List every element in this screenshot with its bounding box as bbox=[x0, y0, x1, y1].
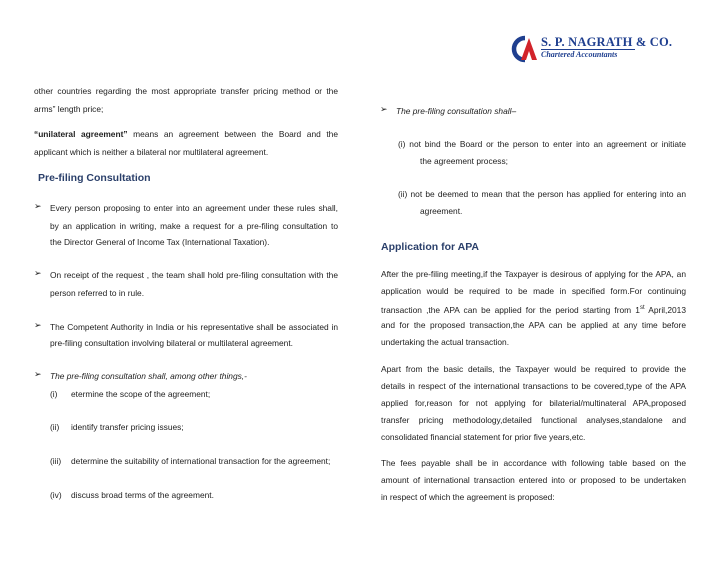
left-para2-line2: applicant which is neither a bilateral nor multilateral agreement. bbox=[34, 147, 269, 157]
right-para1-line1: After the pre-filing meeting,if the Taxpayer is desirous of applying for the APA, an bbox=[381, 269, 686, 279]
heading-application-for-apa: Application for APA bbox=[381, 241, 479, 253]
right-para2-line1: Apart from the basic details, the Taxpayer would be required to provide the bbox=[381, 364, 686, 374]
left-bullet1-line3: the Director General of Income Tax (International Taxation). bbox=[50, 237, 270, 247]
right-sub2-line2: agreement. bbox=[420, 206, 463, 216]
right-para1-line5: undertaking the actual transaction. bbox=[381, 337, 510, 347]
list-item-text: determine the suitability of international transaction for the agreement; bbox=[71, 456, 331, 466]
right-para1-line4: and for the proposed transaction,the APA can be applied at any time before bbox=[381, 320, 686, 330]
right-sub1-line1: (i) not bind the Board or the person to enter into an agreement or initiate bbox=[398, 139, 686, 149]
right-para1-line2: application would be required to be made in specified form.For continuing bbox=[381, 286, 686, 296]
left-para2-line1 bbox=[34, 128, 338, 140]
left-para1-line1: other countries regarding the most appropriate transfer pricing method or the bbox=[34, 86, 338, 96]
list-item-text: etermine the scope of the agreement; bbox=[71, 389, 211, 399]
left-bullet2-line2: person referred to in rule. bbox=[50, 288, 145, 298]
bullet-arrow-icon: ➢ bbox=[380, 104, 388, 114]
list-item-text: discuss broad terms of the agreement. bbox=[71, 490, 214, 500]
firm-subtitle: Chartered Accountants bbox=[541, 50, 618, 59]
right-para2-line3: applied for,reason for not applying for bilaterial/multinateral APA,proposed bbox=[381, 398, 686, 408]
right-para2-line4: transfer pricing methodology,detailed functional analyses,standalone and bbox=[381, 415, 686, 425]
right-para3-line2: amount of international transaction entered into or proposed to be undertaken bbox=[381, 475, 686, 485]
right-bullet-line: The pre-filing consultation shall– bbox=[396, 106, 517, 116]
firm-logo-mark-icon bbox=[507, 34, 539, 64]
bullet-arrow-icon: ➢ bbox=[34, 369, 42, 379]
left-bullet3-line2: pre-filing consultation involving bilateral or multilateral agreement. bbox=[50, 338, 293, 348]
right-para2-line5: consolidated financial statement for prior five years,etc. bbox=[381, 432, 586, 442]
bullet-arrow-icon: ➢ bbox=[34, 201, 42, 211]
firm-name: S. P. NAGRATH & CO. bbox=[541, 35, 673, 49]
left-para1-line2: arms” length price; bbox=[34, 104, 104, 114]
right-para1-line3-a: transaction ,the APA can be applied for the period starting from 1 bbox=[381, 304, 640, 315]
right-para1-line3 bbox=[381, 302, 686, 316]
left-para2-line1-rest: means an agreement between the Board and the bbox=[127, 129, 338, 139]
right-para2-line2: details in respect of the international transactions to be covered,type of the APA bbox=[381, 381, 686, 391]
defined-term: “unilateral agreement” bbox=[34, 129, 128, 139]
list-item-text: identify transfer pricing issues; bbox=[71, 422, 184, 432]
right-para3-line1: The fees payable shall be in accordance with following table based on the bbox=[381, 458, 686, 468]
right-sub2-line1: (ii) not be deemed to mean that the person has applied for entering into an bbox=[398, 189, 686, 199]
right-sub1-line2: the agreement process; bbox=[420, 156, 508, 166]
right-para3-line3: in respect of which the agreement is proposed: bbox=[381, 492, 555, 502]
left-bullet1-line2: by an application in writing, make a request for a pre-filing consultation to bbox=[50, 221, 338, 231]
left-bullet4-line1: The pre-filing consultation shall, among other things,- bbox=[50, 371, 247, 381]
ordinal-suffix: st bbox=[639, 305, 645, 311]
list-item-num: (iii) bbox=[50, 456, 62, 466]
right-para1-line3-b: April,2013 bbox=[644, 304, 687, 315]
left-bullet3-line1: The Competent Authority in India or his representative shall be associated in bbox=[50, 322, 338, 332]
left-bullet1-line1: Every person proposing to enter into an agreement under these rules shall, bbox=[50, 203, 338, 213]
list-item-num: (iv) bbox=[50, 490, 62, 500]
heading-pre-filing-consultation: Pre-filing Consultation bbox=[38, 172, 151, 184]
list-item-num: (ii) bbox=[50, 422, 60, 432]
bullet-arrow-icon: ➢ bbox=[34, 268, 42, 278]
left-bullet2-line1: On receipt of the request , the team shall hold pre-filing consultation with the bbox=[50, 270, 338, 280]
firm-logo bbox=[507, 34, 673, 64]
list-item-num: (i) bbox=[50, 389, 58, 399]
bullet-arrow-icon: ➢ bbox=[34, 320, 42, 330]
